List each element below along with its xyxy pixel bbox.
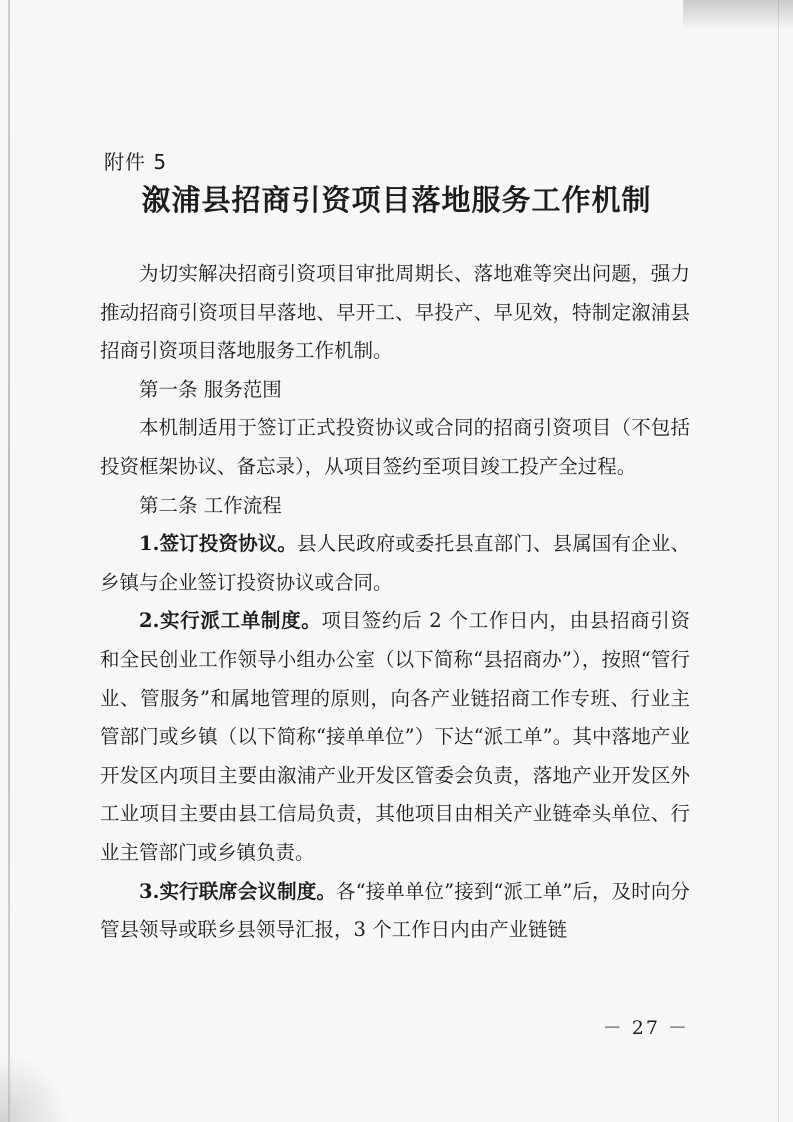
document-body — [100, 255, 690, 950]
intro-paragraph: 为切实解决招商引资项目审批周期长、落地难等突出问题，强力推动招商引资项目早落地、早开工、早投产、早见效，特制定溆浦县招商引资项目落地服务工作机制。 — [100, 262, 690, 363]
scan-edge-left — [8, 0, 10, 1122]
item1-text: 县人民政府或委托县直部门、县属国有企业、乡镇与企业签订投资协议或合同。 — [100, 532, 690, 594]
article2-item1 — [100, 525, 690, 602]
scan-corner-shadow — [683, 0, 793, 30]
article1-text: 本机制适用于签订正式投资协议或合同的招商引资项目（不包括投资框架协议、备忘录），从项目签约至项目竣工投产全过程。 — [100, 416, 690, 478]
scan-edge-right — [778, 0, 779, 1122]
attachment-label: 附件 5 — [104, 150, 168, 174]
item3-text: 各“接单单位”接到“派工单”后，及时向分管县领导或联乡县领导汇报，3 个工作日内由产业链链 — [100, 879, 690, 942]
item1-lead: 1.签订投资协议。 — [139, 532, 298, 556]
document-title: 溆浦县招商引资项目落地服务工作机制 — [141, 183, 652, 217]
article2-heading: 第二条 工作流程 — [139, 493, 282, 517]
item2-text: 项目签约后 2 个工作日内，由县招商引资和全民创业工作领导小组办公室（以下简称“县招商办”），按照“管行业、管服务”和属地管理的原则，向各产业链招商工作专班、行业主管部门或乡镇（以下简称“接单单位”）下达“派工单”。其中落地产业开发区内项目主要由溆浦产业开发区管委会负责，落地产业开发区外工业项目主要由县工信局负责，其他项目由相关产业链牵头单位、行业主管部门或乡镇负责。 — [100, 609, 690, 864]
page-number: － 27 － — [602, 1017, 689, 1039]
item3-lead: 3.实行联席会议制度。 — [139, 879, 336, 903]
scan-corner-blot — [0, 1052, 70, 1122]
item2-lead: 2.实行派工单制度。 — [139, 609, 322, 633]
article2-item3 — [100, 873, 690, 950]
article1-heading: 第一条 服务范围 — [139, 377, 282, 401]
article2-item2 — [100, 602, 690, 872]
